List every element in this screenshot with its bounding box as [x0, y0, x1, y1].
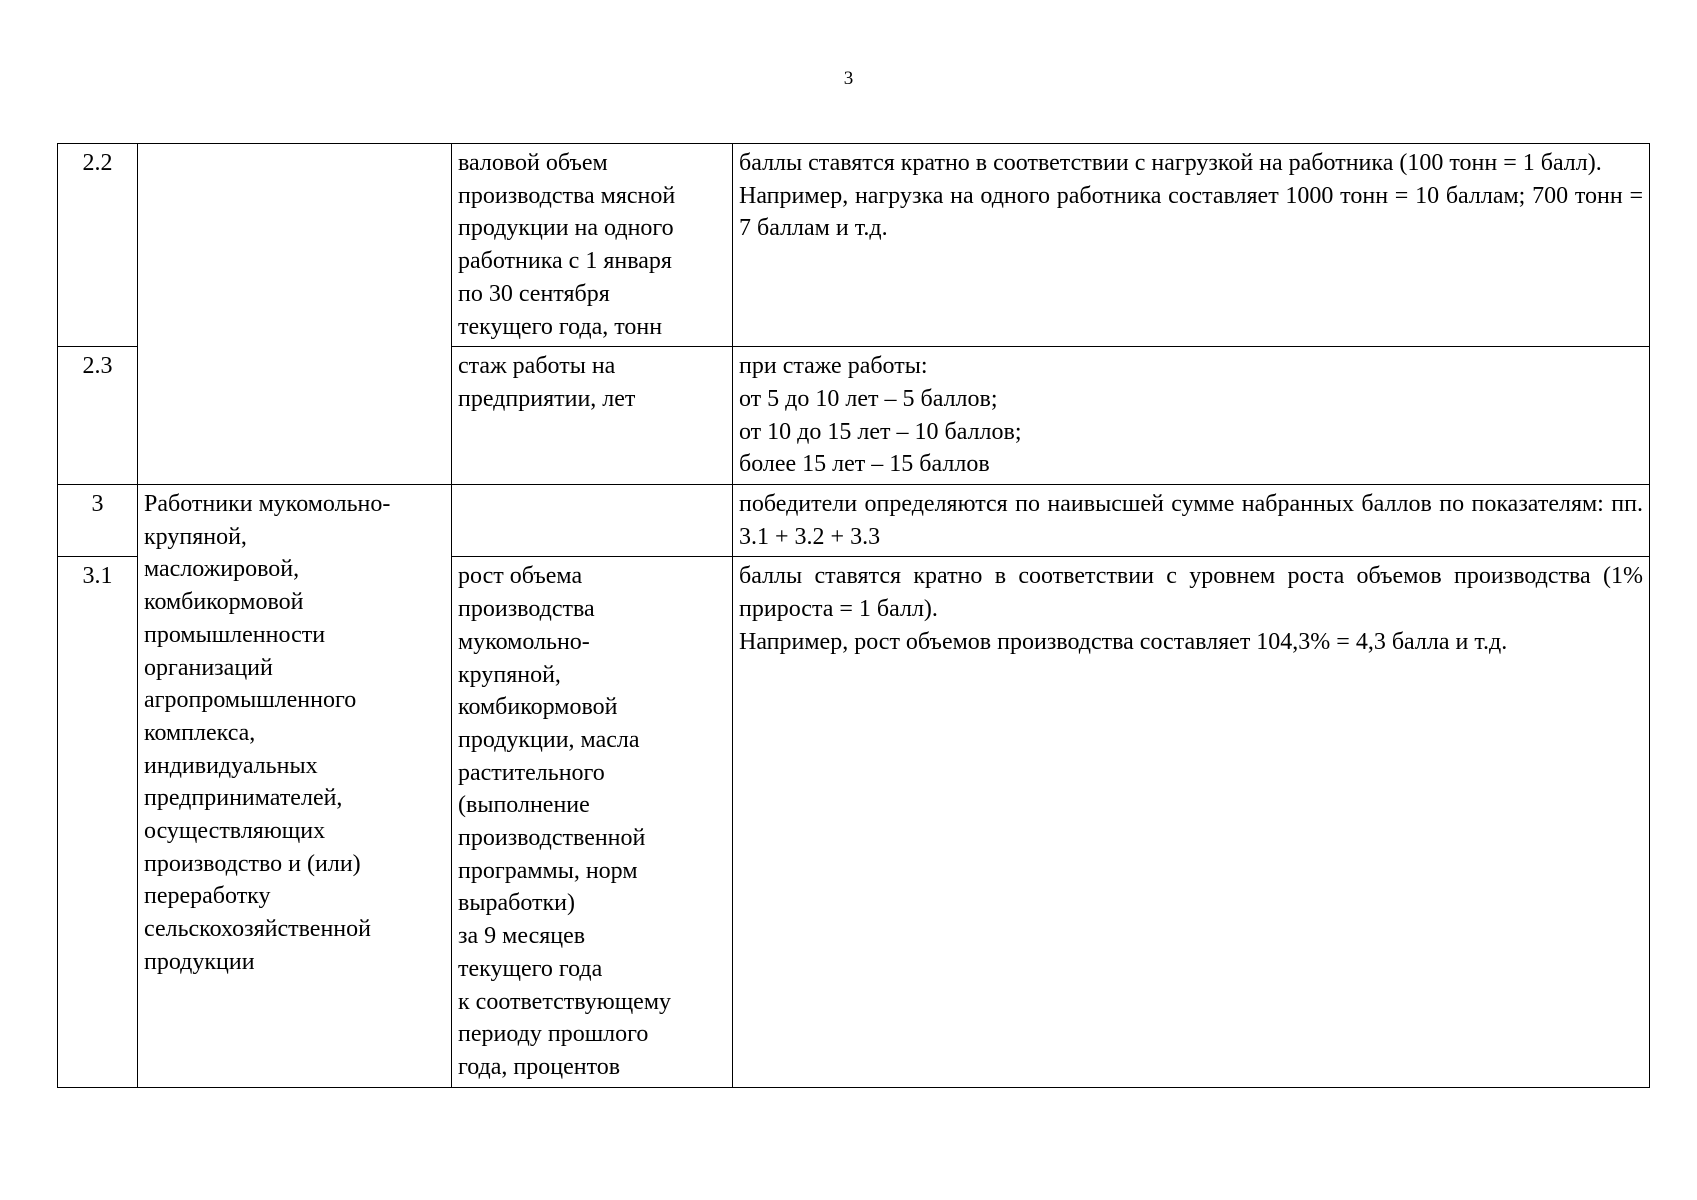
indicator-cell: стаж работы на предприятии, лет: [452, 347, 733, 485]
indicator-cell: рост объема производства мукомольно- крупяной, комбикормовой продукции, масла растительного (выполнение производственной программы, норм выработки) за 9 месяцев текущего года к соответствующему периоду прошлого года, процентов: [452, 557, 733, 1087]
description-cell: баллы ставятся кратно в соответствии с нагрузкой на работника (100 тонн = 1 балл). Например, нагрузка на одного работника составляет 1000 тонн = 10 баллам; 700 тонн = 7 баллам и т.д.: [733, 144, 1650, 347]
criteria-table: [57, 143, 1650, 1088]
indicator-cell-empty: [452, 485, 733, 557]
category-cell-empty: [138, 144, 452, 485]
page-number: 3: [843, 68, 854, 89]
indicator-cell: валовой объем производства мясной продукции на одного работника с 1 января по 30 сентября текущего года, тонн: [452, 144, 733, 347]
row-number: 3.1: [58, 557, 138, 1087]
description-cell: баллы ставятся кратно в соответствии с уровнем роста объемов производства (1% прироста = 1 балл). Например, рост объемов производства составляет 104,3% = 4,3 балла и т.д.: [733, 557, 1650, 1087]
row-number: 3: [58, 485, 138, 557]
description-cell: при стаже работы: от 5 до 10 лет – 5 баллов; от 10 до 15 лет – 10 баллов; более 15 лет – 15 баллов: [733, 347, 1650, 485]
table-row: [58, 144, 1650, 347]
category-cell: Работники мукомольно- крупяной, масложировой, комбикормовой промышленности организаций агропромышленного комплекса, индивидуальных предпринимателей, осуществляющих производство и (или) переработку сельскохозяйственной продукции: [138, 485, 452, 1088]
description-cell: победители определяются по наивысшей сумме набранных баллов по показателям: пп. 3.1 + 3.2 + 3.3: [733, 485, 1650, 557]
row-number: 2.2: [58, 144, 138, 347]
row-number: 2.3: [58, 347, 138, 485]
table-row: [58, 485, 1650, 557]
